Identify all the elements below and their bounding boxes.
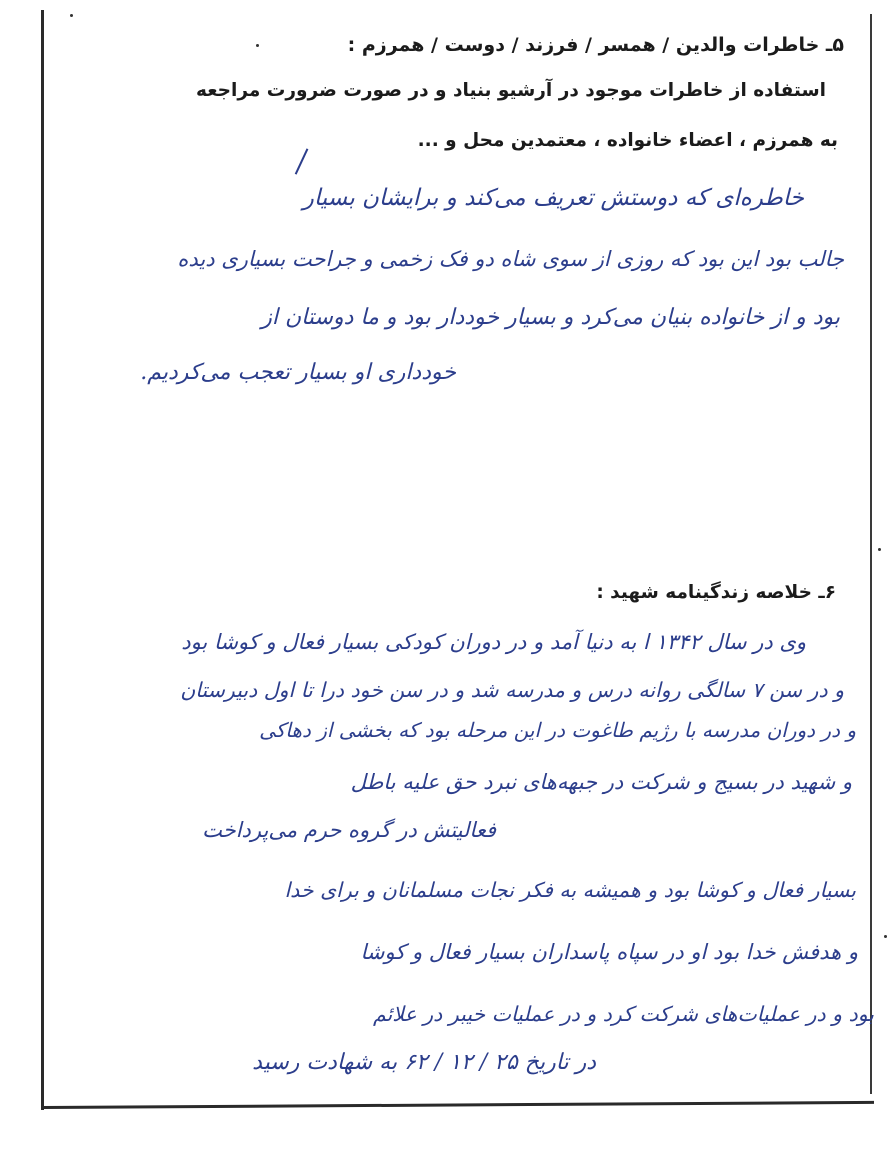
section-5-handwritten-line: خودداری او بسیار تعجب می‌کردیم. [140,360,456,385]
section-6-handwritten-line: در تاریخ ۲۵ / ۱۲ / ۶۲ به شهادت رسید [252,1050,596,1075]
section-6-handwritten-line: و در دوران مدرسه با رژیم طاغوت در این مرحله بود که بخشی از دهاکی [259,718,856,742]
section-6-handwritten-line: بود و در عملیات‌های شرکت کرد و در عملیات خیبر در علائم [372,1002,874,1026]
section-5-instruction-line-2: به همرزم ، اعضاء خانواده ، معتمدین محل و ... [417,130,838,151]
section-6-handwritten-line: بسیار فعال و کوشا بود و همیشه به فکر نجات مسلمانان و برای خدا [284,878,856,902]
section-5-handwritten-line: بود و از خانواده بنیان می‌کرد و بسیار خوددار بود و ما دوستان از [261,305,840,330]
section-6-handwritten-line: فعالیتش در گروه حرم می‌پرداخت [202,818,496,842]
form-border-bottom [44,1101,874,1109]
scan-speck [884,935,887,938]
section-6-heading: ۶ـ خلاصه زندگینامه شهید : [596,582,836,603]
section-6-handwritten-line: وی در سال ۱۳۴۲ ا به دنیا آمد و در دوران کودکی بسیار فعال و کوشا بود [181,630,806,654]
scan-speck [70,14,73,17]
form-border-left [41,10,44,1110]
pen-mark [295,148,320,179]
section-5-handwritten-line: جالب بود این بود که روزی از سوی شاه دو فک زخمی و جراحت بسیاری دیده [177,247,844,271]
form-border-right [870,14,872,1094]
section-6-handwritten-line: و هدفش خدا بود او در سپاه پاسداران بسیار فعال و کوشا [360,940,858,964]
section-6-handwritten-line: و شهید در بسیج و شرکت در جبهه‌های نبرد حق علیه باطل [350,770,852,794]
section-5-instruction-line-1: استفاده از خاطرات موجود در آرشیو بنیاد و در صورت ضرورت مراجعه [196,80,826,101]
section-5-heading: ۵ـ خاطرات والدین / همسر / فرزند / دوست / همرزم : [347,34,844,56]
scan-speck [256,44,259,47]
section-5-handwritten-line: خاطره‌ای که دوستش تعریف می‌کند و برایشان بسیار [302,185,804,211]
section-6-handwritten-line: و در سن ۷ سالگی روانه درس و مدرسه شد و در سن خود درا تا اول دبیرستان [180,678,844,702]
scan-speck [878,548,881,551]
